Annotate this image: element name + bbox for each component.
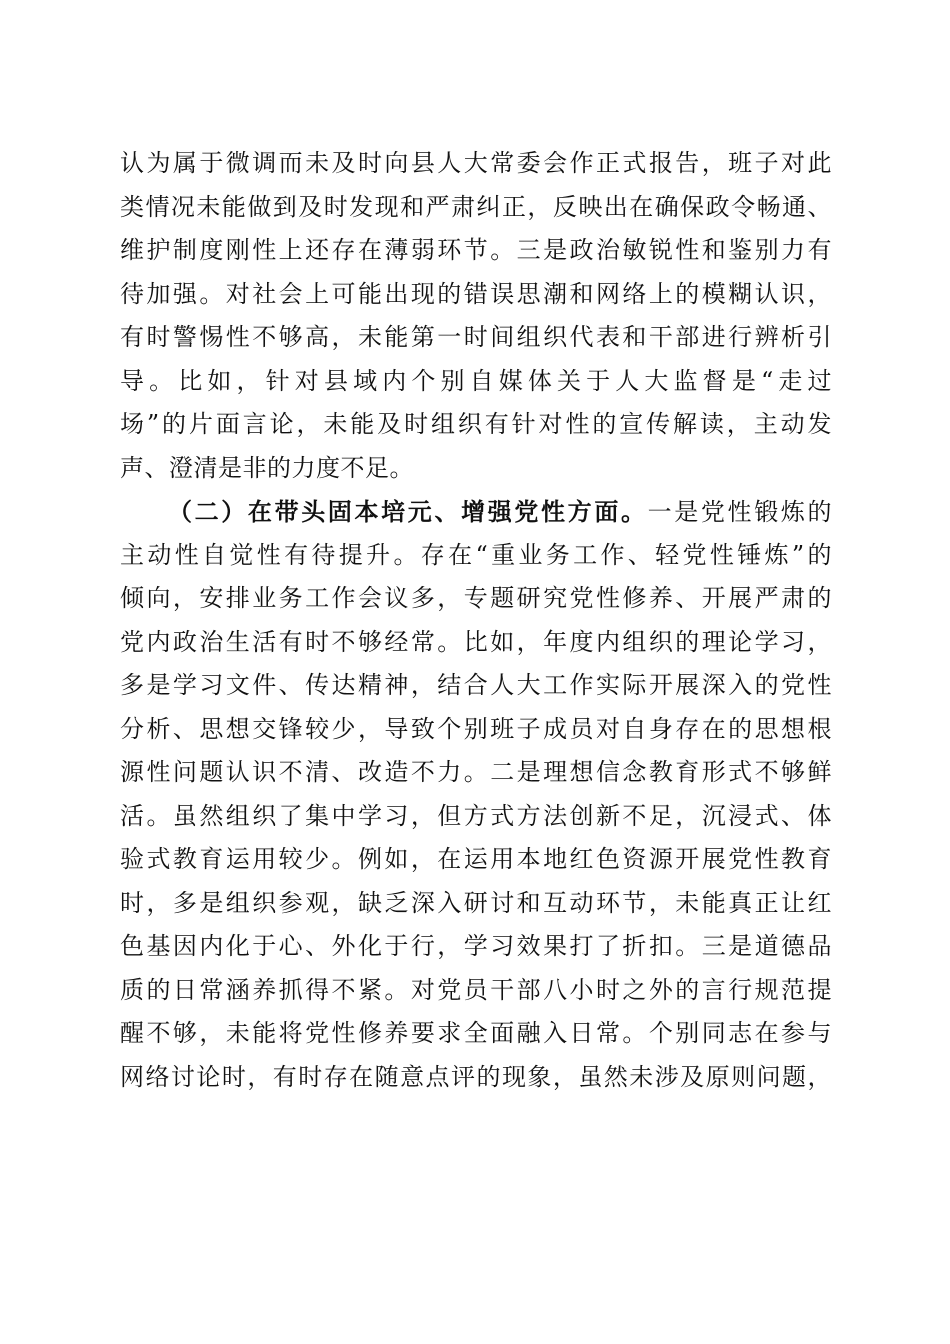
text-line: 主动性自觉性有待提升。存在“重业务工作、轻党性锤炼”的 xyxy=(120,540,832,569)
paragraph-2-first-line xyxy=(120,490,832,534)
text-line: 活。虽然组织了集中学习，但方式方法创新不足，沉浸式、体 xyxy=(120,801,832,830)
text-line: 质的日常涵养抓得不紧。对党员干部八小时之外的言行规范提 xyxy=(120,975,832,1004)
text-line: 色基因内化于心、外化于行，学习效果打了折扣。三是道德品 xyxy=(120,932,832,960)
text-line: 多是学习文件、传达精神，结合人大工作实际开展深入的党性 xyxy=(120,671,832,699)
text-line: 声、澄清是非的力度不足。 xyxy=(120,453,414,482)
text-line: 验式教育运用较少。例如，在运用本地红色资源开展党性教育 xyxy=(120,845,832,873)
text-line: 场”的片面言论，未能及时组织有针对性的宣传解读，主动发 xyxy=(120,410,832,438)
text-line: 时，多是组织参观，缺乏深入研讨和互动环节，未能真正让红 xyxy=(120,888,832,917)
paragraph-2 xyxy=(120,490,832,1099)
heading-continuation: 一是党性锻炼的 xyxy=(647,498,832,526)
text-line: 醒不够，未能将党性修养要求全面融入日常。个别同志在参与 xyxy=(120,1019,832,1047)
text-line: 党内政治生活有时不够经常。比如，年度内组织的理论学习， xyxy=(120,627,832,656)
text-line: 分析、思想交锋较少，导致个别班子成员对自身存在的思想根 xyxy=(120,714,832,743)
body-text xyxy=(120,142,832,1099)
text-line: 导。比如，针对县域内个别自媒体关于人大监督是“走过 xyxy=(120,366,832,395)
text-line: 网络讨论时，有时存在随意点评的现象，虽然未涉及原则问题， xyxy=(120,1062,832,1091)
text-line: 类情况未能做到及时发现和严肃纠正，反映出在确保政令畅通、 xyxy=(120,192,832,221)
paragraph-1 xyxy=(120,142,832,490)
text-line: 源性问题认识不清、改造不力。二是理想信念教育形式不够鲜 xyxy=(120,758,832,786)
text-line: 有时警惕性不够高，未能第一时间组织代表和干部进行辨析引 xyxy=(120,323,832,351)
text-line: 倾向，安排业务工作会议多，专题研究党性修养、开展严肃的 xyxy=(120,584,832,612)
text-line: 维护制度刚性上还存在薄弱环节。三是政治敏锐性和鉴别力有 xyxy=(120,236,832,264)
text-line: 待加强。对社会上可能出现的错误思潮和网络上的模糊认识， xyxy=(120,279,832,308)
section-heading: （二）在带头固本培元、增强党性方面。 xyxy=(168,497,648,526)
text-line: 认为属于微调而未及时向县人大常委会作正式报告，班子对此 xyxy=(120,149,832,177)
